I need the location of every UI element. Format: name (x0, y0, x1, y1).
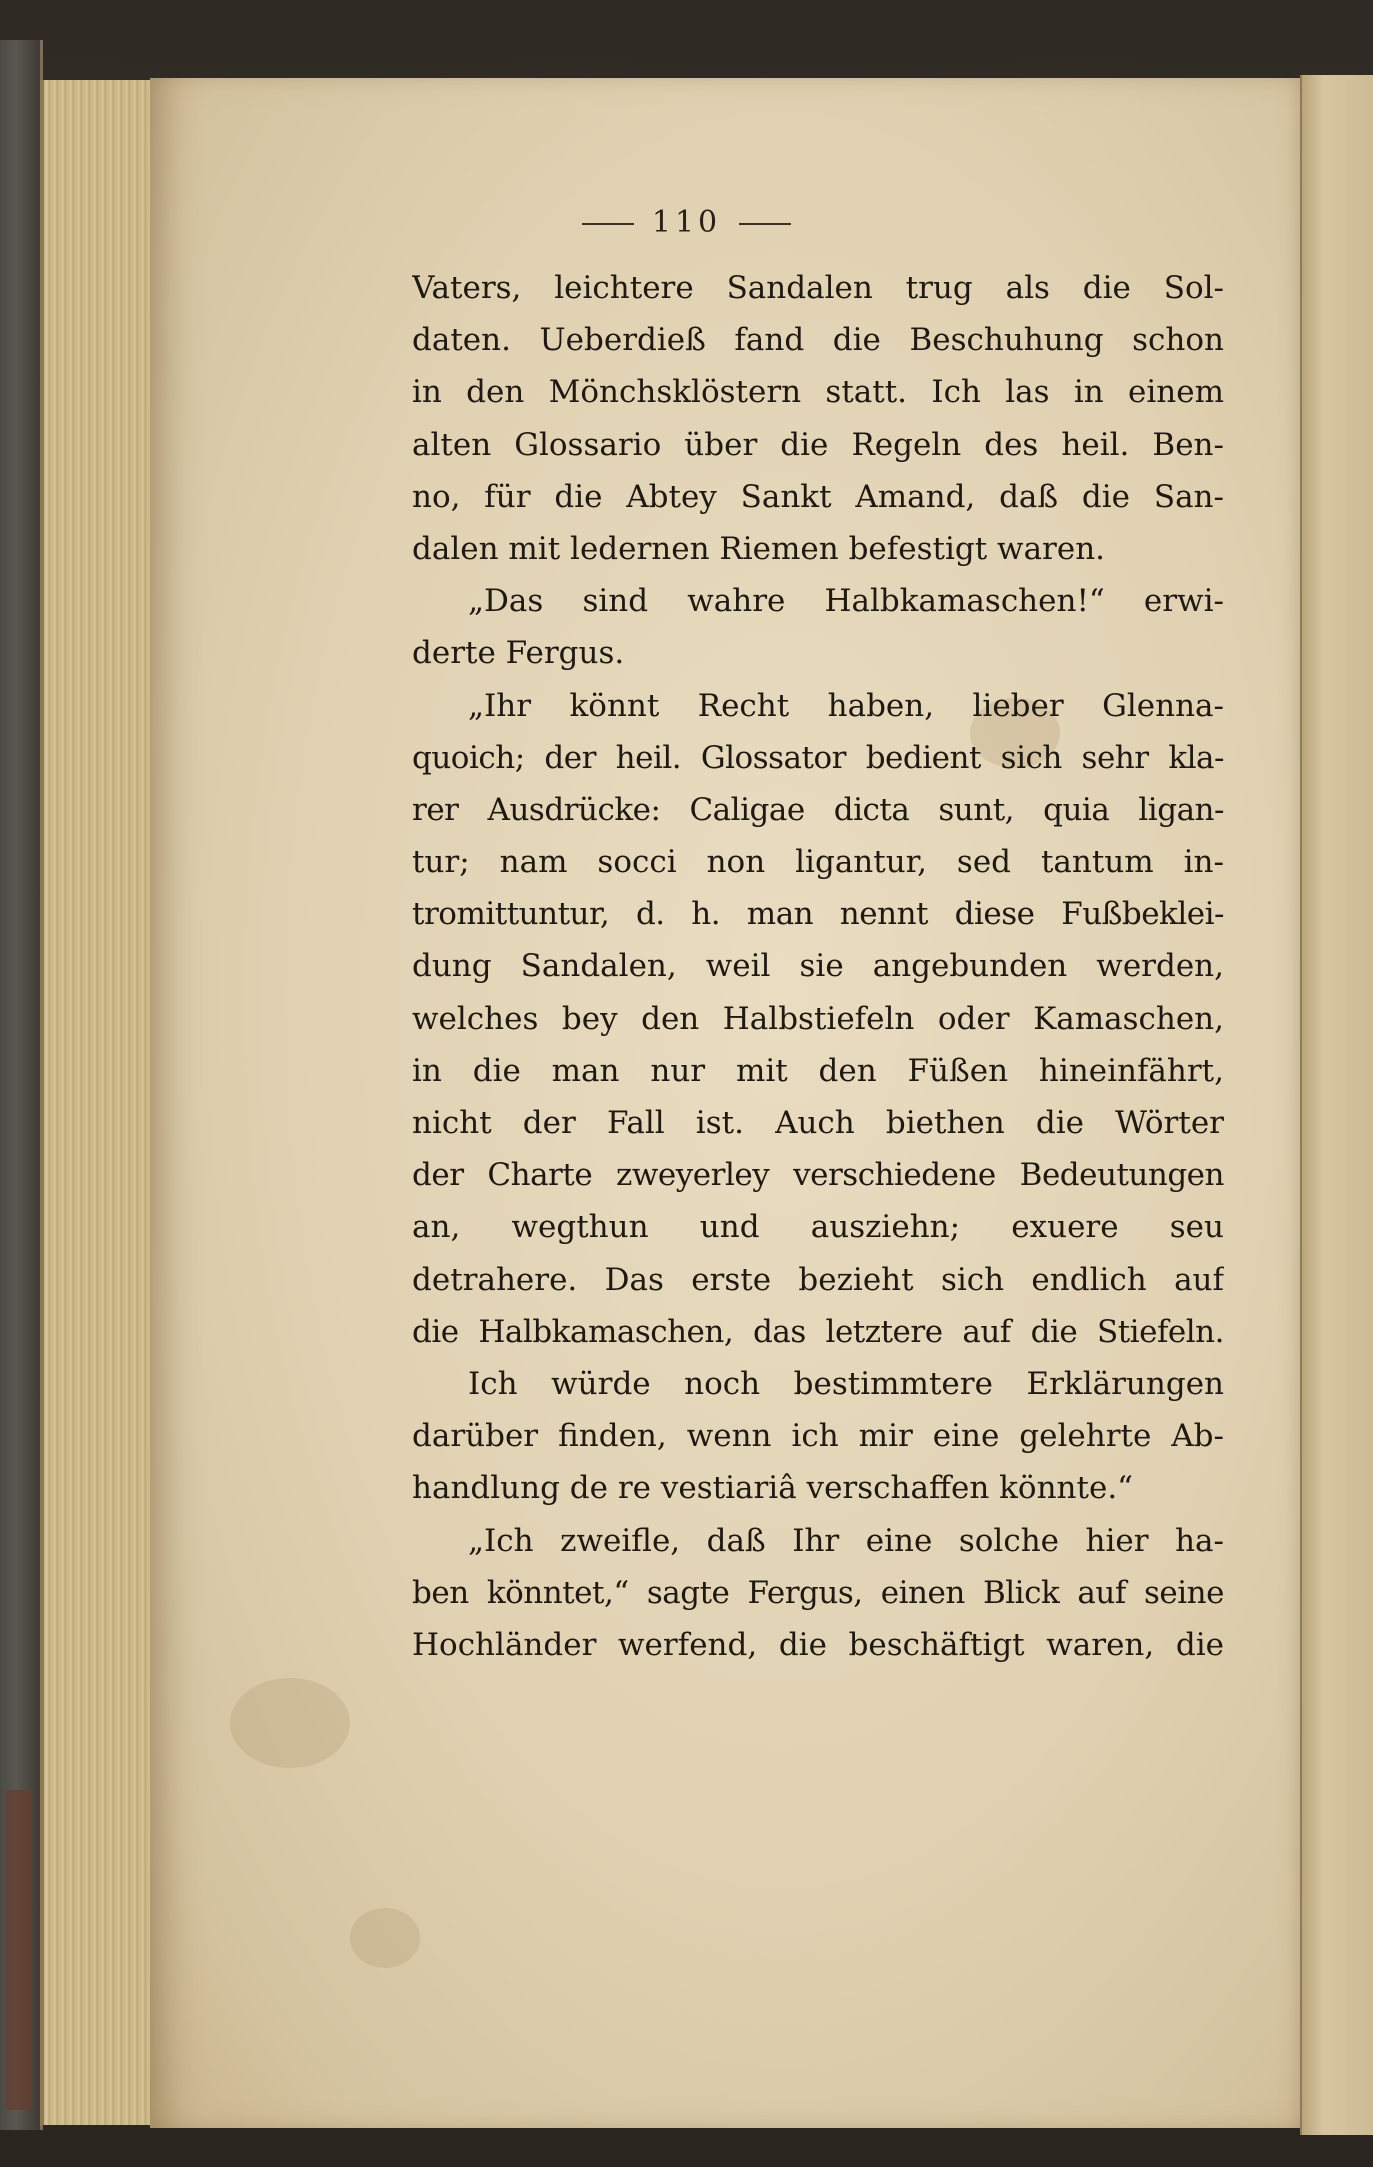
text-line: darüber finden, wenn ich mir eine gelehrte Ab- (412, 1418, 1224, 1455)
text-line: „Ich zweifle, daß Ihr eine solche hier ha- (468, 1522, 1224, 1559)
body-text (412, 262, 1224, 1671)
text-line: „Das sind wahre Halbkamaschen!“ erwi- (468, 583, 1224, 620)
text-line: die Halbkamaschen, das letztere auf die Stiefeln. (412, 1313, 1224, 1350)
text-line: no, für die Abtey Sankt Amand, daß die San- (412, 478, 1224, 515)
text-line: Ich würde noch bestimmtere Erklärungen (468, 1365, 1224, 1402)
text-line: handlung de re vestiariâ verschaffen könnte.“ (412, 1470, 1134, 1507)
text-line: „Ihr könnt Recht haben, lieber Glenna- (468, 687, 1224, 724)
text-line: dalen mit ledernen Riemen befestigt waren. (412, 530, 1106, 567)
page-header (0, 205, 1373, 240)
text-line: in die man nur mit den Füßen hineinfährt, (412, 1052, 1224, 1089)
text-line: an, wegthun und ausziehn; exuere seu (412, 1209, 1224, 1246)
header-dash-left (582, 223, 634, 225)
text-line: tur; nam socci non ligantur, sed tantum in- (412, 844, 1224, 881)
text-line: quoich; der heil. Glossator bedient sich sehr kla- (412, 739, 1224, 776)
text-line: rer Ausdrücke: Caligae dicta sunt, quia ligan- (412, 791, 1224, 828)
header-dash-right (739, 223, 791, 225)
book-cover-edge (0, 40, 43, 2130)
text-line: Hochländer werfend, die beschäftigt waren, die (412, 1626, 1224, 1663)
page-number: 110 (651, 205, 722, 240)
paper-stain (230, 1678, 350, 1768)
text-line: der Charte zweyerley verschiedene Bedeutungen (412, 1157, 1224, 1194)
next-page-edge (1300, 75, 1373, 2135)
paper-stain (350, 1908, 420, 1968)
text-line: detrahere. Das erste bezieht sich endlich auf (412, 1261, 1224, 1298)
text-line: tromittuntur, d. h. man nennt diese Fußbeklei- (412, 896, 1224, 933)
text-line: daten. Ueberdieß fand die Beschuhung schon (412, 322, 1224, 359)
text-line: dung Sandalen, weil sie angebunden werden, (412, 948, 1224, 985)
text-line: welches bey den Halbstiefeln oder Kamaschen, (412, 1000, 1224, 1037)
text-line: alten Glossario über die Regeln des heil. Ben- (412, 426, 1224, 463)
text-line: ben könntet,“ sagte Fergus, einen Blick auf seine (412, 1574, 1224, 1611)
text-line: derte Fergus. (412, 635, 625, 672)
text-line: nicht der Fall ist. Auch biethen die Wörter (412, 1105, 1224, 1141)
text-line: in den Mönchsklöstern statt. Ich las in einem (412, 374, 1224, 411)
text-line: Vaters, leichtere Sandalen trug als die Sol- (412, 270, 1224, 306)
